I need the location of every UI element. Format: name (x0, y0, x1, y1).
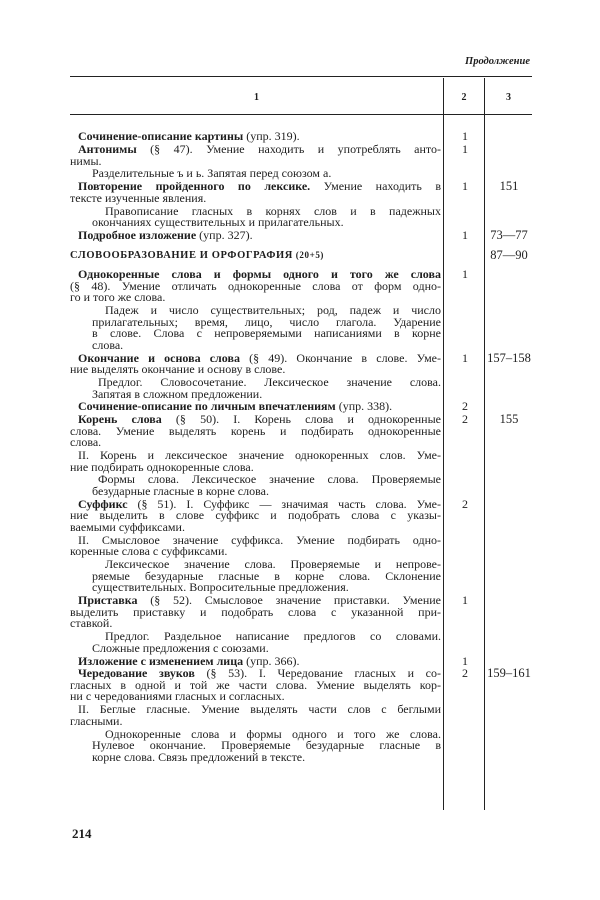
table-body (70, 130, 532, 763)
hours-cell: 2 (462, 496, 468, 511)
entry-text: Предлог. Словосочетание. Лексическое значение слова. (98, 374, 441, 389)
entry-text: гласными. (70, 713, 123, 728)
table-row (70, 181, 532, 204)
table-row (70, 305, 532, 351)
entry-text: слова. (92, 337, 124, 352)
table-row (70, 203, 532, 230)
section-heading (70, 250, 441, 262)
hours-cell: 2 (462, 412, 468, 427)
entry-text: (§ 50). I. Корень слова и однокоренные (161, 412, 441, 427)
table-row (70, 668, 532, 703)
table-row (70, 414, 532, 449)
pages-cell: 157–158 (487, 350, 531, 365)
entry-text: Падеж и число существительных; род, падеж и число (105, 303, 441, 318)
entry-text: (упр. 319). (243, 129, 300, 144)
entry-text: ние подбирать однокоренные слова. (70, 459, 254, 474)
entry-text: коренные слова с суффиксами. (70, 544, 228, 559)
section-heading-row (70, 250, 532, 262)
entry-text: Предлог. Раздельное написание предлогов со словами. (105, 629, 441, 644)
entry-text: окончаниях существительных и прилагательных. (92, 215, 344, 230)
table-row (70, 532, 532, 559)
entry-title: Приставка (78, 593, 138, 608)
hours-cell: 1 (462, 267, 468, 282)
entry-title: Изложение с изменением лица (78, 653, 244, 668)
entry-text: безударные гласные в корне слова. (92, 484, 269, 499)
entry-text: II. Беглые гласные. Умение выделять части слов с беглыми (78, 702, 441, 717)
continuation-label: Продолжение (465, 56, 530, 67)
entry-line (92, 328, 441, 340)
column-header-2: 2 (461, 92, 467, 103)
table-row (70, 350, 532, 377)
entry-title: Повторение пройденного по лексике. (78, 179, 311, 194)
pages-cell: 73—77 (490, 227, 528, 242)
entry-text: Нулевое окончание. Проверяемые безударные гласные в (92, 738, 441, 753)
entry-title: Сочинение-описание картины (78, 129, 244, 144)
entry-text: Умение находить в (310, 179, 441, 194)
entry-title: Корень слова (78, 412, 162, 427)
entry-text: (§ 51). I. Суффикс — значимая часть слова. Уме- (127, 496, 441, 511)
table-row (70, 141, 532, 168)
hours-cell: 1 (462, 129, 468, 144)
table-row (70, 227, 532, 242)
column-header-1: 1 (254, 92, 259, 103)
table-row (70, 726, 532, 764)
entry-text: Запятая в сложном предложении. (92, 386, 263, 401)
hours-cell: 1 (462, 350, 468, 365)
entry-text: (20+5) (292, 250, 325, 261)
entry-text: выделить приставку и подобрать слова с указанной при- (70, 604, 441, 619)
entry-text: (упр. 366). (243, 653, 300, 668)
entry-line (70, 604, 441, 619)
table-row (70, 474, 532, 497)
entry-text: (§ 52). Смысловое значение приставки. Умение (137, 593, 441, 608)
entry-text: Формы слова. Лексическое значение слова. Проверяемые (98, 472, 441, 487)
pages-cell: 151 (499, 179, 519, 194)
entry-text: Правописание гласных в корнях слов и в падежных (105, 203, 441, 218)
table-row (70, 496, 532, 535)
entry-text: ние выделять окончание и основу в слове. (70, 362, 286, 377)
table-row (70, 450, 532, 473)
entry-text: ни с чередованиями гласных и согласных. (70, 689, 285, 704)
entry-text: (упр. 338). (335, 399, 393, 414)
entry-text: (§ 53). I. Чередование гласных и со- (194, 666, 441, 681)
entry-line (92, 749, 441, 764)
entry-line (78, 141, 441, 156)
entry-line (78, 704, 441, 716)
entry-title: Сочинение-описание по личным впечатлениям (78, 399, 336, 414)
table-top-rule (70, 76, 532, 77)
entry-title: Суффикс (78, 496, 128, 511)
entry-line (70, 423, 441, 438)
entry-text: ние выделить в слове суффикс и подобрать слова с указы- (70, 508, 441, 523)
pages-cell: 155 (499, 412, 519, 427)
page-number: 214 (72, 826, 92, 841)
entry-text: (§ 49). Окончание в слове. Уме- (239, 350, 441, 365)
entry-text: корне слова. Связь предложений в тексте. (92, 749, 306, 764)
entry-text: II. Корень и лексическое значение однокоренных слов. Уме- (78, 448, 441, 463)
entry-text: Разделительные ъ и ь. Запятая перед союзом а. (92, 166, 332, 181)
pages-cell: 87—90 (490, 248, 528, 263)
entry-text: слова. Умение выделять корень и подбирать однокоренные (70, 423, 441, 438)
entry-text: го и того же слова. (70, 290, 166, 305)
entry-text: тексте изученные явления. (70, 190, 207, 205)
hours-cell: 1 (462, 653, 468, 668)
table-row (70, 595, 532, 630)
entry-text: (§ 47). Умение находить и употреблять анто- (136, 141, 441, 156)
entry-text: (§ 48). Умение отличать однокоренные слова от форм одно- (70, 278, 441, 293)
entry-title: Однокоренные слова и формы одного и того же слова (78, 267, 441, 282)
hours-cell: 1 (462, 227, 468, 242)
entry-text: Однокоренные слова и формы одного и того же слова. (105, 726, 441, 741)
header-bottom-rule (70, 114, 532, 115)
entry-text: в слове. Слова с непроверяемыми написаниями в корне (92, 326, 441, 341)
entry-line (78, 227, 441, 242)
entry-text: ряемые безударные гласные в корне слова. Склонение (92, 568, 441, 583)
entry-text: нимы. (70, 153, 102, 168)
hours-cell: 1 (462, 179, 468, 194)
column-header-3: 3 (506, 92, 511, 103)
entry-title: Антонимы (78, 141, 137, 156)
table-row (70, 704, 532, 727)
entry-title: СЛОВООБРАЗОВАНИЕ И ОРФОГРАФИЯ (70, 250, 293, 262)
entry-text: слова. (70, 435, 102, 450)
table-row (70, 559, 532, 594)
entry-text: Лексическое значение слова. Проверяемые и непрове- (105, 557, 441, 572)
table-row (70, 269, 532, 304)
entry-text: Сложные предложения с союзами. (92, 640, 269, 655)
hours-cell: 2 (462, 666, 468, 681)
entry-text: (упр. 327). (196, 227, 253, 242)
entry-text: ставкой. (70, 616, 113, 631)
entry-text: существительных. Вопросительные предложения. (92, 580, 349, 595)
entry-title: Окончание и основа слова (78, 350, 240, 365)
pages-cell: 159–161 (487, 666, 531, 681)
hours-cell: 1 (462, 593, 468, 608)
entry-text: прилагательных; время, лицо, число глагола. Ударение (92, 314, 441, 329)
entry-text: гласных в одной и той же части слова. Умение выделять кор- (70, 677, 441, 692)
entry-text: ваемыми суффиксами. (70, 520, 185, 535)
entry-title: Чередование звуков (78, 666, 195, 681)
table-row (70, 631, 532, 654)
entry-text: II. Смысловое значение суффикса. Умение подбирать одно- (78, 532, 441, 547)
entry-title: Подробное изложение (78, 227, 197, 242)
hours-cell: 1 (462, 141, 468, 156)
hours-cell: 2 (462, 399, 468, 414)
table-row (70, 374, 532, 401)
